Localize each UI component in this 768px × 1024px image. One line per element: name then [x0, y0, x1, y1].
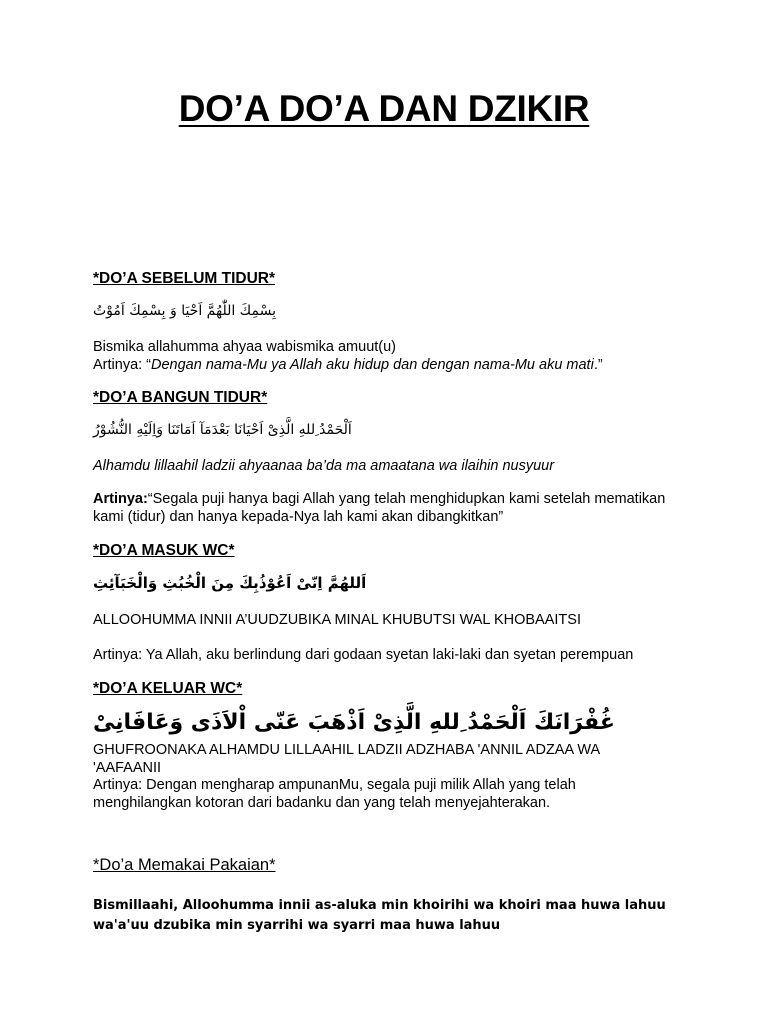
- heading-doa-bangun-tidur: *DO’A BANGUN TIDUR*: [93, 389, 268, 406]
- artinya-end: .”: [593, 357, 603, 373]
- artinya-label: Artinya: “: [93, 357, 152, 373]
- page-title: DO’A DO’A DAN DZIKIR: [178, 88, 590, 129]
- heading-doa-keluar-wc: *DO’A KELUAR WC*: [93, 680, 243, 697]
- arabic-doa-sebelum-tidur: بِسْمِكَ اللّٰهُمَّ اَحْيَا وَ بِسْمِكَ اَمُوْتُ: [93, 303, 276, 319]
- arabic-doa-keluar-wc: غُفْرَانَكَ اَلْحَمْدُ ِللهِ الَّذِىْ اَذْهَبَ عَنّى اْلاَذَى وَعَافَانِىْ: [93, 710, 615, 735]
- artinya-doa-sebelum-tidur: [93, 356, 693, 374]
- heading-doa-masuk-wc: *DO’A MASUK WC*: [93, 542, 235, 559]
- latin-doa-sebelum-tidur: Bismika allahumma ahyaa wabismika amuut(u): [93, 339, 397, 355]
- arabic-doa-bangun-tidur: اَلْحَمْدُ ِللهِ الَّذِىْ اَحْيَانَا بَعْدَمَآ اَمَاتَنَا وَاِلَيْهِ النُّشُوْرُ: [93, 422, 352, 438]
- latin-doa-keluar-wc: GHUFROONAKA ALHAMDU LILLAAHIL LADZII ADZHABA 'ANNIL ADZAA WA 'AAFAANII: [93, 742, 600, 776]
- heading-doa-memakai-pakaian: *Do’a Memakai Pakaian*: [93, 856, 276, 874]
- latin-doa-bangun-tidur: Alhamdu lillaahil ladzii ahyaanaa ba’da ma amaatana wa ilaihin nusyuur: [93, 458, 555, 474]
- artinya-doa-bangun-tidur: [93, 490, 683, 526]
- artinya-text: Dengan nama-Mu ya Allah aku hidup dan dengan nama-Mu aku mati: [151, 357, 594, 373]
- artinya-label: Artinya:: [93, 491, 148, 507]
- artinya-doa-masuk-wc: Artinya: Ya Allah, aku berlindung dari godaan syetan laki-laki dan syetan perempuan: [93, 647, 634, 663]
- artinya-text: “Segala puji hanya bagi Allah yang telah menghidupkan kami setelah mematikan kami (tidur) dan hanya kepada-Nya lah kami akan dibangkitkan”: [93, 491, 666, 525]
- heading-doa-sebelum-tidur: *DO’A SEBELUM TIDUR*: [93, 270, 275, 287]
- arabic-doa-masuk-wc: اَللهُمَّ اِنّىْ اَعُوْذُبِكَ مِنَ الْخُبُثِ وَالْخَبَآئِثِ: [93, 574, 367, 592]
- latin-doa-memakai-pakaian: Bismillaahi, Alloohumma innii as-aluka min khoirihi wa khoiri maa huwa lahuu wa'a'uu dzubika min syarrihi wa syarri maa huwa lahuu: [93, 898, 666, 933]
- section-sebelum-tidur-text: [93, 338, 693, 374]
- latin-doa-masuk-wc: ALLOOHUMMA INNII A’UUDZUBIKA MINAL KHUBUTSI WAL KHOBAAITSI: [93, 612, 581, 628]
- artinya-doa-keluar-wc: Artinya: Dengan mengharap ampunanMu, segala puji milik Allah yang telah menghilangkan kotoran dari badanku dan yang telah menyejahterakan.: [93, 777, 576, 811]
